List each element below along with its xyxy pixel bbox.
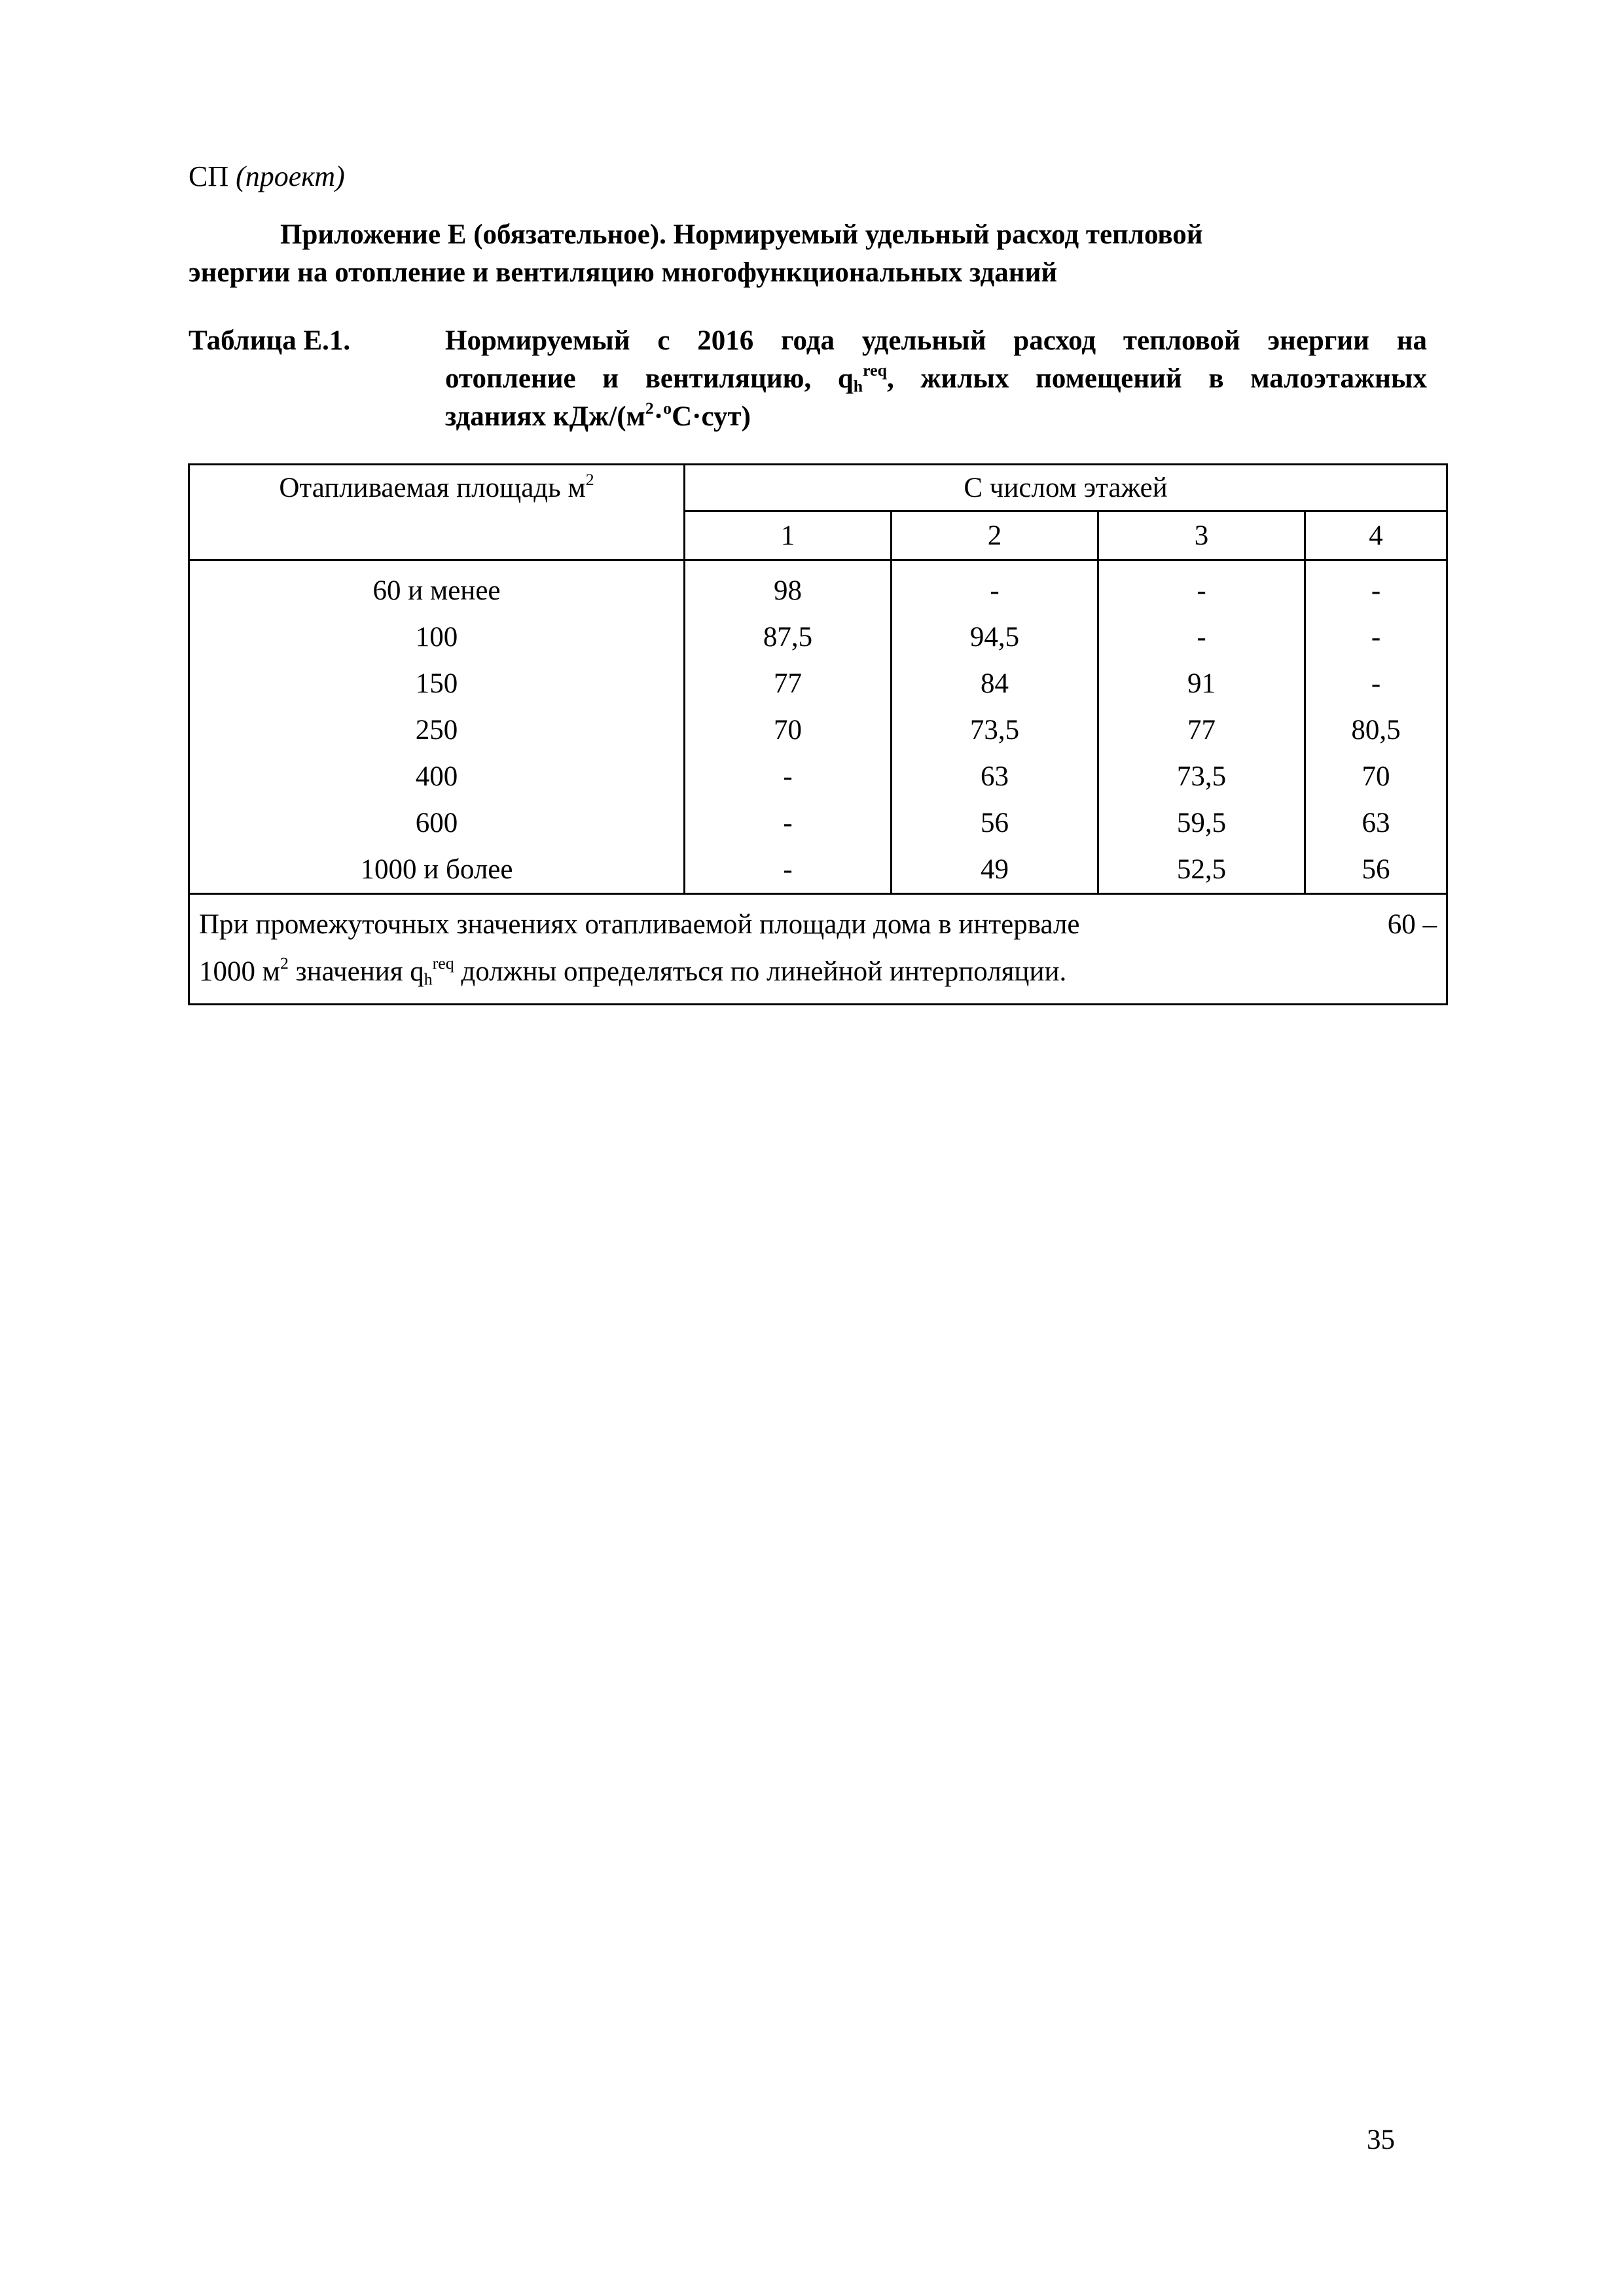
value-cell: - (892, 560, 1098, 615)
area-cell: 100 (189, 614, 685, 660)
appendix-heading (189, 216, 1432, 292)
floor-number-header: 3 (1098, 511, 1305, 560)
table-row (189, 560, 1447, 615)
table-row (189, 614, 1447, 660)
value-cell: 63 (892, 753, 1098, 800)
floor-number-header: 1 (685, 511, 892, 560)
value-cell: 73,5 (892, 707, 1098, 753)
value-cell: 77 (1098, 707, 1305, 753)
value-cell: 70 (685, 707, 892, 753)
floor-number-header: 2 (892, 511, 1098, 560)
area-cell: 1000 и более (189, 846, 685, 894)
table-row (189, 846, 1447, 894)
value-cell: 94,5 (892, 614, 1098, 660)
value-cell: - (1098, 560, 1305, 615)
table-row (189, 753, 1447, 800)
table-row (189, 660, 1447, 707)
value-cell: - (1305, 560, 1447, 615)
area-cell: 400 (189, 753, 685, 800)
value-cell: 80,5 (1305, 707, 1447, 753)
table-row (189, 707, 1447, 753)
area-cell: 150 (189, 660, 685, 707)
table-row (189, 800, 1447, 846)
value-cell: 73,5 (1098, 753, 1305, 800)
value-cell: - (1305, 660, 1447, 707)
value-cell: 91 (1098, 660, 1305, 707)
value-cell: 52,5 (1098, 846, 1305, 894)
value-cell: 63 (1305, 800, 1447, 846)
value-cell: 59,5 (1098, 800, 1305, 846)
area-cell: 250 (189, 707, 685, 753)
floor-number-header: 4 (1305, 511, 1447, 560)
value-cell: 77 (685, 660, 892, 707)
value-cell: - (685, 800, 892, 846)
appendix-heading-line-2: энергии на отопление и вентиляцию многофункциональных зданий (189, 257, 1058, 288)
value-cell: 49 (892, 846, 1098, 894)
caption-line-3: зданиях кДж/$(м^2\cdot^оС\cdot сут)$ (445, 398, 751, 432)
area-column-header: Отапливаемая площадь $м^2$ (189, 465, 685, 560)
value-cell: 98 (685, 560, 892, 615)
table-note (189, 894, 1447, 1005)
area-cell: 60 и менее (189, 560, 685, 615)
caption-line-1: Нормируемый с 2016 года удельный расход тепловой энергии на (445, 325, 1427, 356)
area-cell: 600 (189, 800, 685, 846)
value-cell: 84 (892, 660, 1098, 707)
value-cell: - (685, 753, 892, 800)
table-note-line-1: При промежуточных значениях отапливаемой площади дома в интервале 60 – (199, 909, 1437, 940)
document-status: (проект) (236, 160, 345, 192)
table-caption-label: Таблица Е.1. (189, 325, 351, 356)
value-cell: - (1098, 614, 1305, 660)
page-number: 35 (1367, 2125, 1395, 2155)
value-cell: 56 (1305, 846, 1447, 894)
value-cell: - (685, 846, 892, 894)
document-code: СП (189, 160, 229, 192)
value-cell: 87,5 (685, 614, 892, 660)
caption-line-2: отопление и вентиляцию, $q_h^{req}$, жилых помещений в малоэтажных (445, 360, 1428, 396)
running-header (189, 162, 345, 191)
value-cell: 70 (1305, 753, 1447, 800)
value-cell: 56 (892, 800, 1098, 846)
heat-consumption-table (188, 463, 1448, 1005)
value-cell: - (1305, 614, 1447, 660)
table-caption-text (445, 322, 1427, 436)
table-note-line-2: 1000 $м^2$ значения $q_h^{req}$ должны определяться по линейной интерполяции. (199, 953, 1067, 989)
appendix-heading-line-1: Приложение Е (обязательное). Нормируемый удельный расход тепловой (280, 219, 1203, 250)
floors-column-header: С числом этажей (685, 465, 1447, 511)
